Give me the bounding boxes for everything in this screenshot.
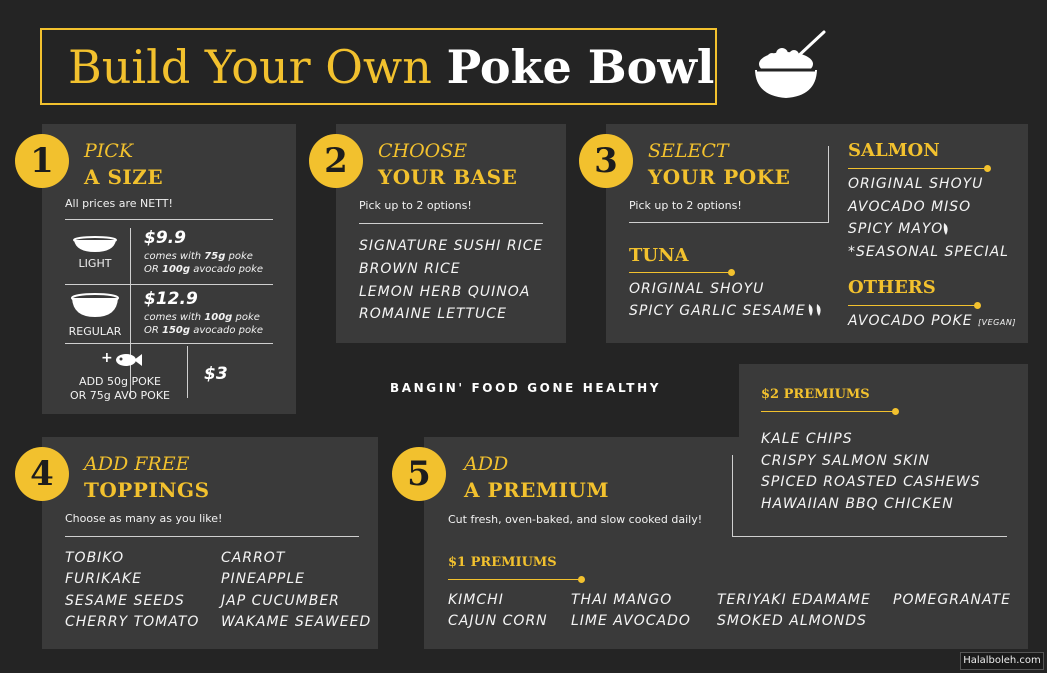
topping-item: PINEAPPLE xyxy=(221,571,305,587)
premium-2-item: HAWAIIAN BBQ CHICKEN xyxy=(761,496,954,512)
premium-1-item: CAJUN CORN xyxy=(448,613,548,629)
step5-line1: ADD xyxy=(464,453,509,475)
tagline: BANGIN' FOOD GONE HEALTHY xyxy=(390,381,661,395)
salmon-item: SPICY MAYO xyxy=(848,221,944,237)
step5-rule xyxy=(733,536,1007,537)
watermark: Halalboleh.com xyxy=(960,652,1044,670)
premium-2-line xyxy=(761,411,896,412)
step1-note: All prices are NETT! xyxy=(65,197,173,210)
step2-line1: CHOOSE xyxy=(378,140,468,162)
salmon-item: ORIGINAL SHOYU xyxy=(848,176,984,192)
others-title: OTHERS xyxy=(848,277,936,298)
step1-line2: A SIZE xyxy=(84,165,164,189)
salmon-title: SALMON xyxy=(848,140,940,161)
regular-bowl-icon xyxy=(70,293,120,323)
light-desc-f: avocado poke xyxy=(190,264,264,275)
chili-pepper-icon xyxy=(805,302,827,322)
others-item-name: AVOCADO POKE xyxy=(848,313,973,329)
price-light: $9.9 xyxy=(144,228,186,248)
step2-line2: YOUR BASE xyxy=(378,165,518,189)
premium-1-item: SMOKED ALMONDS xyxy=(717,613,867,629)
step-1-badge: 1 xyxy=(15,134,69,188)
step2-note: Pick up to 2 options! xyxy=(359,199,472,212)
title-part2: Poke Bowl xyxy=(446,40,715,94)
step4-rule xyxy=(65,536,359,537)
light-desc-c: poke xyxy=(225,251,253,262)
premium-2-item: CRISPY SALMON SKIN xyxy=(761,453,930,469)
light-desc-b: 75g xyxy=(204,251,226,262)
others-line xyxy=(848,305,978,306)
fish-icon xyxy=(115,352,143,371)
addon-plus: + xyxy=(101,350,113,366)
premium-2-item: SPICED ROASTED CASHEWS xyxy=(761,474,981,490)
salmon-item: AVOCADO MISO xyxy=(848,199,972,215)
topping-item: CARROT xyxy=(221,550,286,566)
topping-item: SESAME SEEDS xyxy=(65,593,185,609)
regular-desc xyxy=(144,311,263,337)
tuna-item: SPICY GARLIC SESAME xyxy=(629,303,806,319)
vegan-tag: [VEGAN] xyxy=(978,318,1016,327)
step3-line2: YOUR POKE xyxy=(648,165,791,189)
premium-1-line xyxy=(448,579,582,580)
premium-1-item: POMEGRANATE xyxy=(893,592,1011,608)
step3-line1: SELECT xyxy=(648,140,729,162)
regular-desc-d: OR xyxy=(144,325,162,336)
step3-rule xyxy=(629,222,829,223)
premium-1-item: KIMCHI xyxy=(448,592,504,608)
tuna-line xyxy=(629,272,732,273)
step4-line1: ADD FREE xyxy=(84,453,190,475)
tuna-title: TUNA xyxy=(629,245,689,266)
addon-price: $3 xyxy=(204,364,228,384)
step4-note: Choose as many as you like! xyxy=(65,512,223,525)
bowl-with-spoon-icon xyxy=(750,28,830,100)
price-regular: $12.9 xyxy=(144,289,198,309)
step-5-badge: 5 xyxy=(392,447,446,501)
step5-line2: A PREMIUM xyxy=(464,478,609,502)
topping-item: WAKAME SEAWEED xyxy=(221,614,372,630)
step3-divider xyxy=(828,146,829,223)
step5-note: Cut fresh, oven-baked, and slow cooked daily! xyxy=(448,513,703,526)
step1-rule xyxy=(65,219,273,220)
regular-desc-a: comes with xyxy=(144,312,205,323)
light-bowl-icon xyxy=(72,236,118,258)
step-2-badge: 2 xyxy=(309,134,363,188)
light-desc-d: OR xyxy=(144,264,162,275)
step-4-badge: 4 xyxy=(15,447,69,501)
premium-2-item: KALE CHIPS xyxy=(761,431,853,447)
topping-item: JAP CUCUMBER xyxy=(221,593,340,609)
regular-desc-e: 150g xyxy=(162,325,191,336)
regular-desc-b: 100g xyxy=(204,312,233,323)
size-divider xyxy=(130,228,131,398)
step3-note: Pick up to 2 options! xyxy=(629,199,742,212)
step1-line1: PICK xyxy=(84,140,134,162)
topping-item: FURIKAKE xyxy=(65,571,142,587)
topping-item: TOBIKO xyxy=(65,550,125,566)
title-part1: Build Your Own xyxy=(68,40,432,94)
light-desc xyxy=(144,250,263,276)
premium-1-title: $1 PREMIUMS xyxy=(448,555,557,570)
base-item: SIGNATURE SUSHI RICE xyxy=(359,238,544,254)
size-label-light: LIGHT xyxy=(78,257,112,270)
salmon-line xyxy=(848,168,988,169)
topping-item: CHERRY TOMATO xyxy=(65,614,200,630)
size-row-rule-1 xyxy=(65,284,273,285)
premium-1-item: LIME AVOCADO xyxy=(571,613,691,629)
step5-divider xyxy=(732,455,733,537)
addon-line1: ADD 50g POKE xyxy=(79,375,161,388)
premium-1-item: TERIYAKI EDAMAME xyxy=(717,592,871,608)
size-label-regular: REGULAR xyxy=(68,325,122,338)
addon-divider xyxy=(187,346,188,398)
regular-desc-c: poke xyxy=(232,312,260,323)
others-item xyxy=(848,313,1016,329)
premium-1-item: THAI MANGO xyxy=(571,592,673,608)
page-title xyxy=(68,38,714,96)
size-row-rule-2 xyxy=(65,343,273,344)
step4-line2: TOPPINGS xyxy=(84,478,210,502)
premium-2-title: $2 PREMIUMS xyxy=(761,387,870,402)
base-item: ROMAINE LETTUCE xyxy=(359,306,507,322)
light-desc-a: comes with xyxy=(144,251,205,262)
base-item: BROWN RICE xyxy=(359,261,461,277)
tuna-item: ORIGINAL SHOYU xyxy=(629,281,765,297)
light-desc-e: 100g xyxy=(162,264,191,275)
regular-desc-f: avocado poke xyxy=(190,325,264,336)
chili-pepper-icon xyxy=(940,221,952,241)
salmon-item: *SEASONAL SPECIAL xyxy=(848,244,1009,260)
step-3-badge: 3 xyxy=(579,134,633,188)
addon-line2: OR 75g AVO POKE xyxy=(69,389,171,402)
step2-rule xyxy=(359,223,543,224)
base-item: LEMON HERB QUINOA xyxy=(359,284,531,300)
